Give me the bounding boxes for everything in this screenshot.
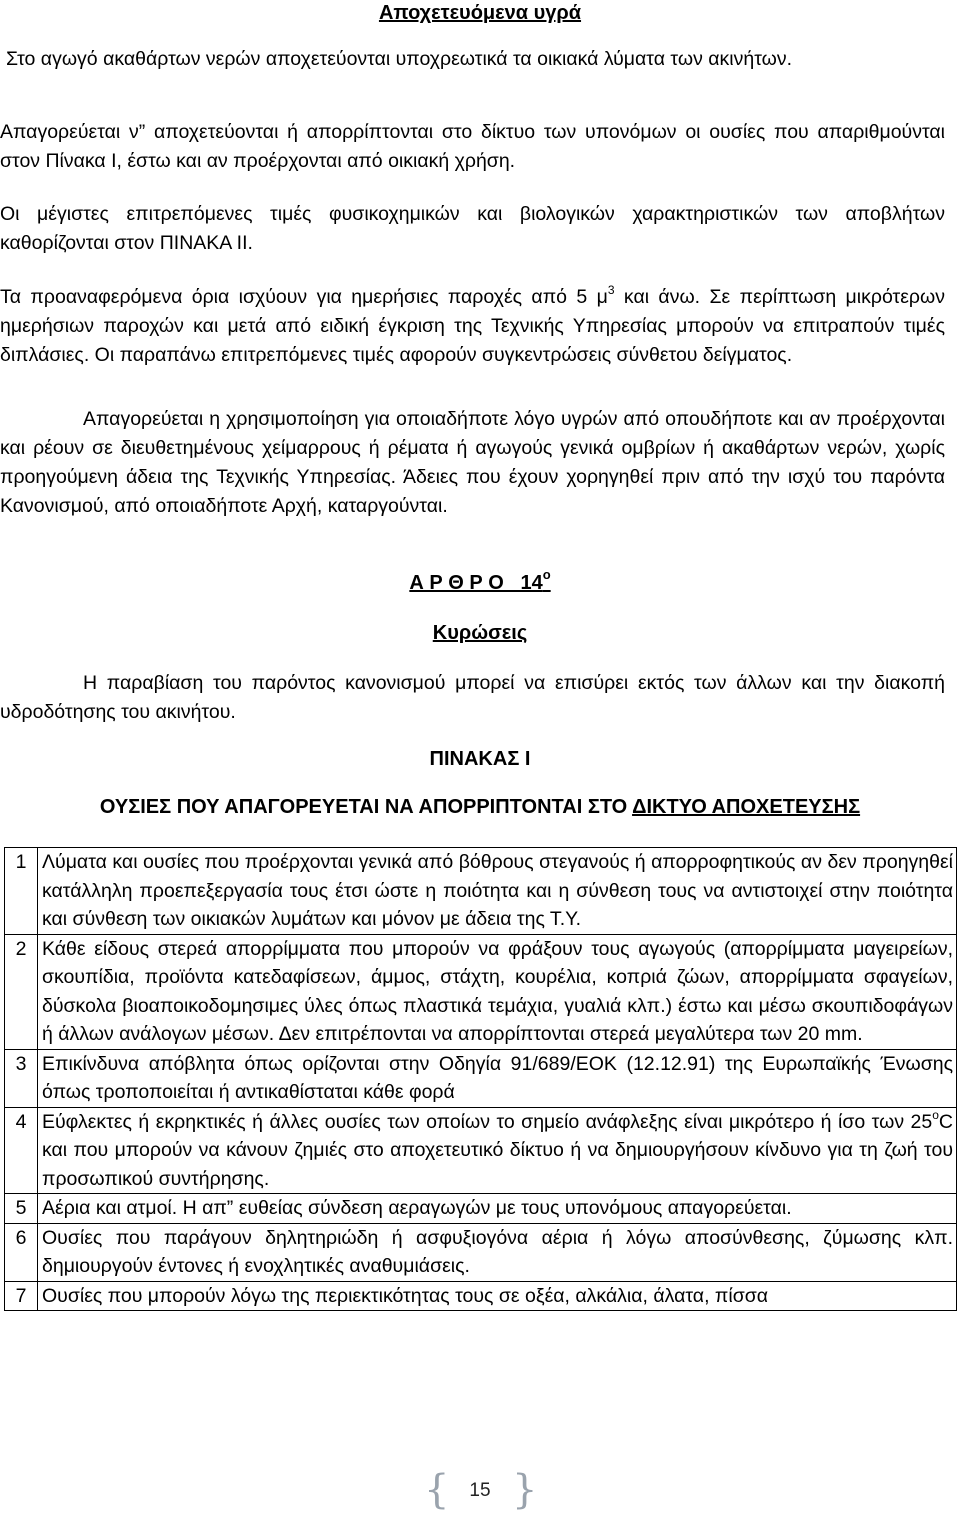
table-row	[5, 1194, 957, 1224]
table-subtitle-a: ΟΥΣΙΕΣ ΠΟΥ ΑΠΑΓΟΡΕΥΕΤΑΙ ΝΑ ΑΠΟΡΡΙΠΤΟΝΤΑΙ ΣΤΟ	[99, 796, 633, 818]
row-number: 7	[5, 1281, 38, 1311]
article-label: Α Ρ Θ Ρ Ο 14	[409, 572, 543, 594]
table-row	[5, 1281, 957, 1311]
table-subtitle	[0, 796, 960, 819]
row-number: 5	[5, 1194, 38, 1224]
row-text: Ουσίες που μπορούν λόγω της περιεκτικότητας τους σε οξέα, αλκάλια, άλατα, πίσσα	[38, 1281, 957, 1311]
table-title: ΠΙΝΑΚΑΣ Ι	[429, 748, 531, 770]
table-subtitle-b: ΔΙΚΤΥΟ ΑΠΟΧΕΤΕΥΣΗΣ	[632, 796, 861, 818]
row-text: Ουσίες που παράγουν δηλητηριώδη ή ασφυξιογόνα αέρια ή λόγω αποσύνθεσης, ζύμωσης κλπ. δημιουργούν έντονες ή ενοχλητικές αναθυμιάσεις.	[38, 1223, 957, 1281]
row-text-b: C και που μπορούν να κάνουν ζημιές στο αποχετευτικό δίκτυο ή να δημιουργήσουν κίνδυνο για τη ζωή του προσωπικού συντήρησης.	[42, 1110, 953, 1190]
paragraph-use-prohibition: Απαγορεύεται η χρησιμοποίηση για οποιαδήποτε λόγο υγρών από οπουδήποτε και αν προέρχονται και ρέουν σε διευθετημένους χείμαρρους ή ρέματα ή αγωγούς γενικά ομβρίων ή ακαθάρτων νερών, χωρίς προηγούμενη άδεια της Τεχνικής Υπηρεσίας. Άδειες που έχουν χορηγηθεί πριν από την ισχύ του παρόντα Κανονισμού, από οποιαδήποτε Αρχή, καταργούνται.	[0, 408, 945, 517]
table-row	[5, 848, 957, 935]
page-number: 15	[469, 1480, 491, 1501]
limits-text-a: Τα προαναφερόμενα όρια ισχύουν για ημερήσιες παροχές από 5 μ	[0, 286, 608, 308]
row-number: 2	[5, 934, 38, 1049]
paragraph-penalties: Η παραβίαση του παρόντος κανονισμού μπορεί να επισύρει εκτός των άλλων και την διακοπή υδροδότησης του ακινήτου.	[0, 672, 945, 723]
row-number: 4	[5, 1107, 38, 1194]
paragraph-sewage: Στο αγωγό ακαθάρτων νερών αποχετεύονται υποχρεωτικά τα οικιακά λύματα των ακινήτων.	[6, 48, 793, 70]
row-text: Λύματα και ουσίες που προέρχονται γενικά από βόθρους στεγανούς ή απορροφητικούς αν δεν προηγηθεί κατάλληλη προεπεξεργασία τους έτσι ώστε η ποιότητα και η σύνθεση τους να αντιστοιχεί στην ποιότητα και σύνθεση των οικιακών λυμάτων και μόνον με άδεια της Τ.Υ.	[38, 848, 957, 935]
article-title: Κυρώσεις	[432, 622, 528, 644]
row-text: Επικίνδυνα απόβλητα όπως ορίζονται στην Οδηγία 91/689/ΕΟΚ (12.12.91) της Ευρωπαϊκής Ένωσης όπως τροποποιείται ή αντικαθίσταται κάθε φορά	[38, 1049, 957, 1107]
substances-table	[4, 847, 957, 1311]
right-brace-icon: }	[512, 1467, 538, 1513]
paragraph-max-values: Οι μέγιστες επιτρεπόμενες τιμές φυσικοχημικών και βιολογικών χαρακτηριστικών των αποβλήτων καθορίζονται στον ΠΙΝΑΚΑ ΙΙ.	[0, 203, 945, 254]
paragraph-limits	[0, 283, 945, 370]
table-row	[5, 1223, 957, 1281]
paragraph-prohibition: Απαγορεύεται ν” αποχετεύονται ή απορρίπτονται στο δίκτυο των υπονόμων οι ουσίες που απαριθμούνται στον Πίνακα Ι, έστω και αν προέρχονται από οικιακή χρήση.	[0, 121, 945, 172]
table-row	[5, 1107, 957, 1194]
row-text: Κάθε είδους στερεά απορρίμματα που μπορούν να φράξουν τους αγωγούς (απορρίμματα μαγειρείων, σκουπίδια, προϊόντα κατεδαφίσεων, άμμος, στάχτη, κουρέλια, κοπριά ζώων, απορρίμματα σφαγείων, δύσκολα βιοαποικοδομησιμες ύλες όπως πλαστικά τεμάχια, γυαλιά κλπ.) έστω και μέσω σκουπιδοφάγων ή άλλων ανάλογων μέσων. Δεν επιτρέπονται να απορρίπτονται στερεά μεγαλύτερα των 20 mm.	[38, 934, 957, 1049]
left-brace-icon: {	[424, 1467, 450, 1513]
section-heading: Αποχετευόμενα υγρά	[378, 2, 582, 24]
limits-text-b: και άνω. Σε περίπτωση μικρότερων ημερήσιων παροχών και μετά από ειδική έγκριση της Τεχνικής Υπηρεσίας μπορούν να επιτραπούν τιμές διπλάσιες. Οι παραπάνω επιτρεπόμενες τιμές αφορούν συγκεντρώσεις σύνθετου δείγματος.	[0, 286, 945, 366]
article-superscript: ο	[542, 567, 551, 582]
row-number: 3	[5, 1049, 38, 1107]
row-text: Αέρια και ατμοί. Η απ” ευθείας σύνδεση αεραγωγών με τους υπονόμους απαγορεύεται.	[38, 1194, 957, 1224]
article-heading	[0, 567, 960, 595]
row-text	[38, 1107, 957, 1194]
row-number: 1	[5, 848, 38, 935]
table-row	[5, 934, 957, 1049]
table-row	[5, 1049, 957, 1107]
row-text-a: Εύφλεκτες ή εκρηκτικές ή άλλες ουσίες των οποίων το σημείο ανάφλεξης είναι μικρότερο ή ίσο των 25	[42, 1110, 933, 1133]
degree-superscript: ο	[932, 1107, 939, 1122]
row-number: 6	[5, 1223, 38, 1281]
limits-superscript: 3	[607, 283, 615, 297]
